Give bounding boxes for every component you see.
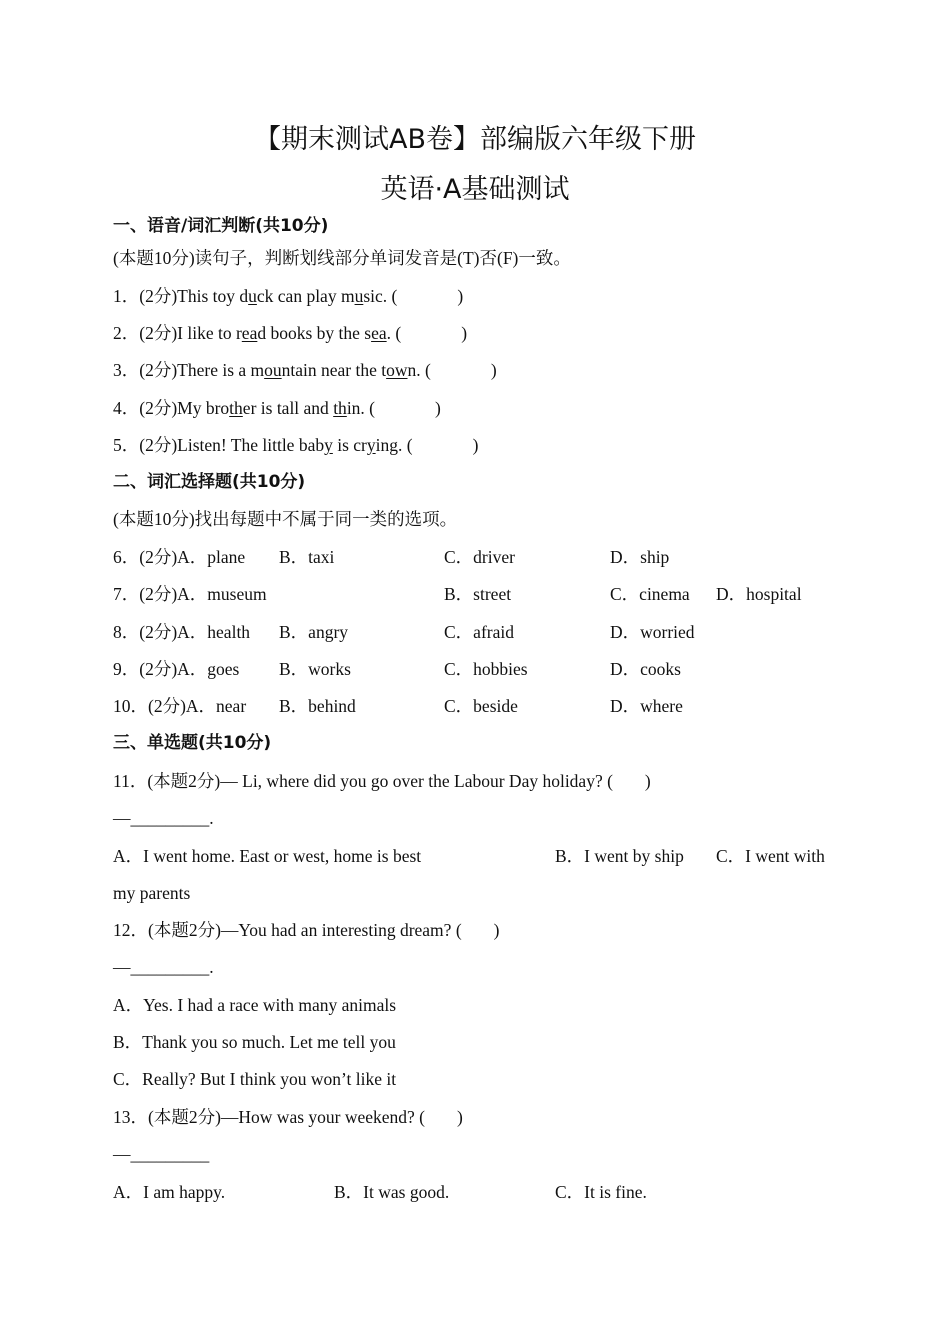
section-3-heading: 三、单选题(共10分): [113, 733, 272, 753]
question-5: 5．(2分)Listen! The little baby is crying. ( ): [113, 435, 479, 455]
underlined-sound: u: [248, 286, 257, 306]
option-b[interactable]: B．street: [444, 584, 512, 604]
option-b[interactable]: B．I went by ship: [555, 846, 684, 866]
option-b[interactable]: B．behind: [279, 696, 356, 716]
option-a[interactable]: A．I went home. East or west, home is best: [113, 846, 422, 866]
option-c[interactable]: C．Really? But I think you won’t like it: [113, 1069, 397, 1089]
option-c[interactable]: C．driver: [444, 547, 515, 567]
section-1-heading: 一、语音/词汇判断(共10分): [113, 216, 329, 236]
page-title: 【期末测试AB卷】部编版六年级下册: [254, 124, 696, 155]
option-c[interactable]: C．It is fine.: [555, 1182, 647, 1202]
option-b[interactable]: B．angry: [279, 622, 349, 642]
option-c-continuation: my parents: [113, 883, 191, 903]
section-1-instruction: (本题10分)读句子，判断划线部分单词发音是(T)否(F)一致。: [113, 248, 571, 268]
question-8: 8．(2分)A．health B．angry C．afraid D．worried: [113, 622, 695, 642]
question-13-options: [113, 1180, 647, 1204]
underlined-sound: y: [324, 435, 333, 455]
option-c[interactable]: C．afraid: [444, 622, 514, 642]
option-c[interactable]: C．beside: [444, 696, 518, 716]
section-2-instruction: (本题10分)找出每题中不属于同一类的选项。: [113, 509, 458, 529]
option-b[interactable]: B．works: [279, 659, 351, 679]
underlined-sound: th: [229, 398, 243, 418]
question-12: 12．(本题2分)—You had an interesting dream? ( ): [113, 920, 500, 940]
question-2: 2．(2分)I like to read books by the sea. ( ): [113, 323, 468, 343]
option-a[interactable]: A．I am happy.: [113, 1182, 226, 1202]
underlined-sound: ea: [241, 323, 258, 343]
underlined-sound: ea: [371, 323, 387, 343]
question-11-response-blank: —_________.: [113, 808, 214, 828]
question-10: 10．(2分)A．near B．behind C．beside D．where: [113, 696, 683, 716]
question-13: 13．(本题2分)—How was your weekend? ( ): [113, 1107, 463, 1127]
option-a[interactable]: A．Yes. I had a race with many animals: [113, 995, 397, 1015]
underlined-sound: y: [366, 435, 376, 455]
option-c[interactable]: C．I went with: [716, 846, 825, 866]
question-9: 9．(2分)A．goes B．works C．hobbies D．cooks: [113, 659, 681, 679]
question-11-options: [113, 844, 825, 868]
option-c[interactable]: C．cinema: [610, 584, 690, 604]
option-d[interactable]: D．worried: [610, 622, 695, 642]
question-7: 7．(2分)A．museum B．street C．cinema D．hospital: [113, 584, 802, 604]
option-b[interactable]: B．It was good.: [334, 1182, 450, 1202]
option-b[interactable]: B．taxi: [279, 547, 335, 567]
underlined-sound: u: [354, 286, 364, 306]
option-c[interactable]: C．hobbies: [444, 659, 528, 679]
question-11: 11．(本题2分)— Li, where did you go over the Labour Day holiday? ( ): [113, 771, 651, 791]
question-13-response-blank: —_________: [113, 1144, 210, 1164]
section-2-heading: 二、词汇选择题(共10分): [113, 472, 306, 492]
underlined-sound: ou: [264, 360, 282, 380]
question-12-response-blank: —_________.: [113, 957, 214, 977]
underlined-sound: ow: [386, 360, 408, 380]
question-1: 1．(2分)This toy duck can play music. ( ): [113, 286, 464, 306]
option-d[interactable]: D．where: [610, 696, 683, 716]
option-d[interactable]: D．ship: [610, 547, 670, 567]
question-6: 6．(2分)A．plane B．taxi C．driver D．ship: [113, 547, 670, 567]
question-4: 4．(2分)My brother is tall and thin. ( ): [113, 398, 441, 418]
question-3: 3．(2分)There is a mountain near the town. ( ): [113, 360, 497, 380]
option-b[interactable]: B．Thank you so much. Let me tell you: [113, 1032, 396, 1052]
option-d[interactable]: D．hospital: [716, 584, 802, 604]
page-subtitle: 英语·A基础测试: [380, 174, 570, 205]
option-d[interactable]: D．cooks: [610, 659, 681, 679]
underlined-sound: th: [333, 398, 347, 418]
